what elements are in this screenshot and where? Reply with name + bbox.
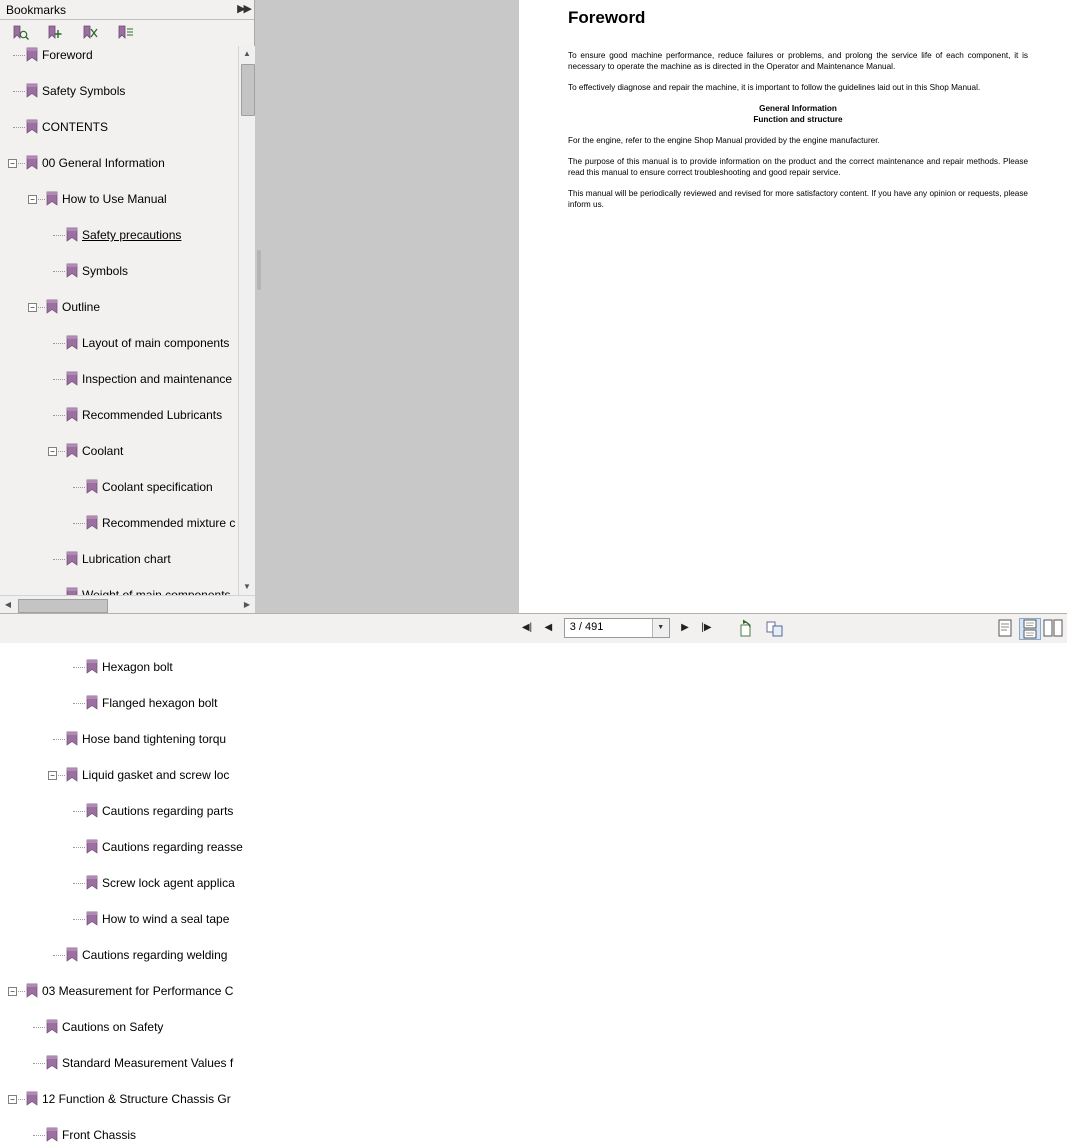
bookmark-label[interactable]: Hose band tightening torqu bbox=[82, 732, 227, 746]
paragraph: To ensure good machine performance, reduce failures or problems, and prolong the service life of each component, it is necessary to operate the machine as is directed in the Operator and Maintenance Manual. bbox=[568, 51, 1028, 71]
bookmark-icon bbox=[46, 1056, 58, 1070]
bookmark-label[interactable]: Foreword bbox=[42, 48, 93, 62]
bookmark-label[interactable]: Liquid gasket and screw loc bbox=[82, 768, 230, 782]
paragraph: For the engine, refer to the engine Shop Manual provided by the engine manufacturer. bbox=[568, 136, 880, 145]
bookmark-icon bbox=[66, 768, 78, 782]
section-heading-line2: Function and structure bbox=[753, 115, 843, 124]
bookmark-item[interactable] bbox=[0, 1054, 237, 1072]
bookmark-item[interactable] bbox=[0, 658, 237, 676]
bookmark-icon bbox=[26, 156, 38, 170]
bookmark-icon bbox=[26, 1092, 38, 1106]
bookmark-icon bbox=[26, 120, 38, 134]
page-navigation-group bbox=[518, 617, 715, 641]
tree-connector bbox=[73, 667, 85, 669]
scroll-down-arrow-icon[interactable]: ▼ bbox=[239, 579, 255, 595]
bookmarks-tree-container[interactable] bbox=[0, 46, 255, 1142]
bookmark-icon bbox=[66, 264, 78, 278]
bookmark-label[interactable]: Inspection and maintenance bbox=[82, 372, 233, 386]
tree-connector bbox=[13, 55, 25, 57]
tree-connector bbox=[53, 271, 65, 273]
bookmark-icon bbox=[46, 1020, 58, 1034]
tree-expander-icon[interactable]: − bbox=[8, 1095, 17, 1104]
bookmark-item[interactable] bbox=[0, 910, 237, 928]
bookmark-icon bbox=[66, 228, 78, 242]
bookmark-icon bbox=[66, 372, 78, 386]
bookmark-label[interactable]: Cautions on Safety bbox=[62, 1020, 164, 1034]
document-page bbox=[519, 0, 1067, 613]
page-number-select[interactable] bbox=[564, 618, 670, 638]
vertical-scrollbar-thumb[interactable] bbox=[241, 64, 255, 116]
bookmark-label[interactable]: How to wind a seal tape bbox=[102, 912, 230, 926]
bookmark-label[interactable]: Layout of main components bbox=[82, 336, 230, 350]
bookmark-label[interactable]: Safety precautions bbox=[82, 228, 182, 242]
tree-connector bbox=[33, 1063, 45, 1065]
first-page-button[interactable]: ◀| bbox=[521, 622, 533, 633]
chevron-down-icon[interactable]: ▼ bbox=[652, 619, 669, 637]
bookmark-label[interactable]: Cautions regarding reasse bbox=[102, 840, 243, 854]
bookmark-item[interactable] bbox=[0, 82, 237, 100]
bookmark-label[interactable]: Hexagon bolt bbox=[102, 660, 173, 674]
tree-connector bbox=[73, 883, 85, 885]
bookmark-label[interactable]: Coolant specification bbox=[102, 480, 213, 494]
bookmark-item[interactable] bbox=[0, 190, 237, 208]
scroll-left-arrow-icon[interactable]: ◀ bbox=[0, 597, 16, 613]
bookmark-item[interactable] bbox=[0, 730, 237, 748]
bookmarks-panel-header bbox=[0, 0, 254, 20]
bookmark-label[interactable]: Outline bbox=[62, 300, 101, 314]
new-bookmark-icon[interactable] bbox=[45, 23, 65, 43]
tree-connector bbox=[73, 847, 85, 849]
section-heading-line1: General Information bbox=[759, 104, 837, 113]
bookmark-item[interactable] bbox=[0, 766, 237, 784]
bookmark-item[interactable] bbox=[0, 550, 237, 568]
bookmark-icon bbox=[86, 660, 98, 674]
bookmark-label[interactable]: Screw lock agent applica bbox=[102, 876, 235, 890]
bookmark-icon bbox=[66, 408, 78, 422]
paragraph: This manual will be periodically reviewed and revised for more satisfactory content. If you have any opinion or requests, please inform us. bbox=[568, 189, 1028, 209]
previous-page-button[interactable]: ◀ bbox=[544, 622, 553, 633]
bookmark-icon bbox=[86, 480, 98, 494]
rotate-view-icon[interactable] bbox=[738, 618, 760, 640]
bookmark-icon bbox=[26, 984, 38, 998]
tree-connector bbox=[73, 811, 85, 813]
bookmark-icon bbox=[86, 912, 98, 926]
bookmark-icon bbox=[46, 300, 58, 314]
toggle-thumbnail-icon[interactable] bbox=[764, 618, 786, 640]
bookmark-item[interactable] bbox=[0, 478, 237, 496]
tree-expander-icon[interactable]: − bbox=[48, 771, 57, 780]
bookmark-label[interactable]: 03 Measurement for Performance C bbox=[42, 984, 234, 998]
bookmark-item[interactable] bbox=[0, 874, 237, 892]
bookmark-label[interactable]: CONTENTS bbox=[42, 120, 108, 134]
single-page-view-icon[interactable] bbox=[995, 618, 1017, 640]
bookmark-item[interactable] bbox=[0, 838, 243, 856]
bookmarks-vertical-scrollbar[interactable] bbox=[238, 46, 254, 595]
tree-connector bbox=[53, 235, 65, 237]
bookmark-icon bbox=[46, 192, 58, 206]
bookmark-item[interactable] bbox=[0, 1018, 237, 1036]
bookmark-item[interactable] bbox=[0, 334, 237, 352]
bookmark-label[interactable]: Recommended mixture c bbox=[102, 516, 236, 530]
bookmark-item[interactable] bbox=[0, 1090, 237, 1108]
bookmark-icon bbox=[66, 552, 78, 566]
bookmark-item[interactable] bbox=[0, 1126, 237, 1144]
bookmarks-panel-title: Bookmarks bbox=[6, 3, 67, 17]
tree-connector bbox=[53, 559, 65, 561]
collapse-panel-icon[interactable]: ▶▶ bbox=[237, 3, 250, 15]
page-content bbox=[568, 8, 1028, 220]
panel-splitter[interactable] bbox=[255, 0, 263, 613]
bookmark-item[interactable] bbox=[0, 694, 237, 712]
expand-current-bookmark-icon[interactable] bbox=[10, 23, 30, 43]
bookmark-label[interactable]: How to Use Manual bbox=[62, 192, 167, 206]
tree-connector bbox=[13, 91, 25, 93]
bookmark-item[interactable] bbox=[0, 262, 237, 280]
scroll-right-arrow-icon[interactable]: ▶ bbox=[239, 597, 255, 613]
bookmark-item[interactable] bbox=[0, 298, 237, 316]
delete-bookmark-icon[interactable] bbox=[80, 23, 100, 43]
bookmark-label[interactable]: Lubrication chart bbox=[82, 552, 171, 566]
tree-connector bbox=[53, 955, 65, 957]
bookmark-label[interactable]: Recommended Lubricants bbox=[82, 408, 223, 422]
bookmark-label[interactable]: Cautions regarding welding bbox=[82, 948, 228, 962]
bookmark-icon bbox=[86, 876, 98, 890]
bookmark-label[interactable]: Front Chassis bbox=[62, 1128, 137, 1142]
bookmark-label[interactable]: Safety Symbols bbox=[42, 84, 126, 98]
bookmark-icon bbox=[66, 948, 78, 962]
tree-connector bbox=[73, 703, 85, 705]
bookmark-label[interactable]: Standard Measurement Values f bbox=[62, 1056, 234, 1070]
tree-connector bbox=[53, 343, 65, 345]
bookmark-item[interactable] bbox=[0, 406, 237, 424]
bookmark-item[interactable] bbox=[0, 370, 237, 388]
page-title: Foreword bbox=[568, 8, 646, 27]
document-viewer[interactable] bbox=[263, 0, 1067, 613]
tree-connector bbox=[53, 415, 65, 417]
bookmark-item[interactable] bbox=[0, 982, 237, 1000]
continuous-page-view-icon[interactable] bbox=[1019, 618, 1041, 640]
two-page-view-icon[interactable] bbox=[1043, 618, 1065, 640]
last-page-button[interactable]: |▶ bbox=[701, 622, 712, 633]
bookmark-item[interactable] bbox=[0, 118, 237, 136]
bookmark-icon bbox=[66, 336, 78, 350]
tree-connector bbox=[53, 379, 65, 381]
tree-connector bbox=[73, 919, 85, 921]
bookmarks-panel bbox=[0, 0, 255, 1142]
tree-expander-icon[interactable]: − bbox=[8, 987, 17, 996]
bookmark-label[interactable]: 00 General Information bbox=[42, 156, 165, 170]
horizontal-scrollbar-thumb[interactable] bbox=[18, 599, 108, 613]
bookmark-icon bbox=[26, 84, 38, 98]
tree-connector bbox=[73, 523, 85, 525]
page-number-value: 3 / 491 bbox=[569, 621, 604, 633]
bookmark-label[interactable]: Cautions regarding parts bbox=[102, 804, 234, 818]
tree-expander-icon[interactable]: − bbox=[28, 303, 37, 312]
bookmark-label[interactable]: Symbols bbox=[82, 264, 129, 278]
bookmark-label[interactable]: Coolant bbox=[82, 444, 124, 458]
bookmark-item[interactable] bbox=[0, 802, 237, 820]
bookmark-label[interactable]: Flanged hexagon bolt bbox=[102, 696, 218, 710]
tree-connector bbox=[53, 739, 65, 741]
bookmark-icon bbox=[66, 444, 78, 458]
bookmark-label[interactable]: 12 Function & Structure Chassis Gr bbox=[42, 1092, 231, 1106]
bookmark-item[interactable] bbox=[0, 154, 237, 172]
bookmarks-horizontal-scrollbar[interactable] bbox=[0, 595, 255, 613]
tree-connector bbox=[33, 1027, 45, 1029]
bookmarks-toolbar bbox=[0, 20, 254, 47]
bookmark-options-icon[interactable] bbox=[115, 23, 135, 43]
tree-connector bbox=[13, 127, 25, 129]
tree-connector bbox=[33, 1135, 45, 1137]
bookmark-icon bbox=[86, 696, 98, 710]
bookmark-item[interactable] bbox=[0, 514, 237, 532]
tree-expander-icon[interactable]: − bbox=[48, 447, 57, 456]
bookmark-item[interactable] bbox=[0, 946, 237, 964]
bookmark-icon bbox=[26, 48, 38, 62]
next-page-button[interactable]: ▶ bbox=[681, 622, 689, 633]
paragraph: The purpose of this manual is to provide information on the product and the correct maintenance and repair methods. Please read this manual to ensure correct troubleshooting and good repair service. bbox=[568, 157, 1028, 177]
tree-expander-icon[interactable]: − bbox=[8, 159, 17, 168]
bookmarks-tree bbox=[0, 46, 243, 1142]
bookmark-item[interactable] bbox=[0, 442, 237, 460]
tree-connector bbox=[73, 487, 85, 489]
paragraph: To effectively diagnose and repair the machine, it is important to follow the guidelines laid out in this Shop Manual. bbox=[568, 83, 981, 92]
bookmark-icon bbox=[86, 516, 98, 530]
bookmark-item[interactable] bbox=[0, 46, 237, 64]
bookmark-icon bbox=[46, 1128, 58, 1142]
section-heading bbox=[568, 103, 1028, 125]
bookmark-icon bbox=[66, 732, 78, 746]
tree-expander-icon[interactable]: − bbox=[28, 195, 37, 204]
splitter-grip[interactable] bbox=[257, 250, 261, 290]
scroll-up-arrow-icon[interactable]: ▲ bbox=[239, 46, 255, 62]
bookmark-item[interactable] bbox=[0, 226, 237, 244]
bookmark-icon bbox=[86, 840, 98, 854]
bottom-toolbar bbox=[0, 613, 1067, 643]
bookmark-icon bbox=[86, 804, 98, 818]
